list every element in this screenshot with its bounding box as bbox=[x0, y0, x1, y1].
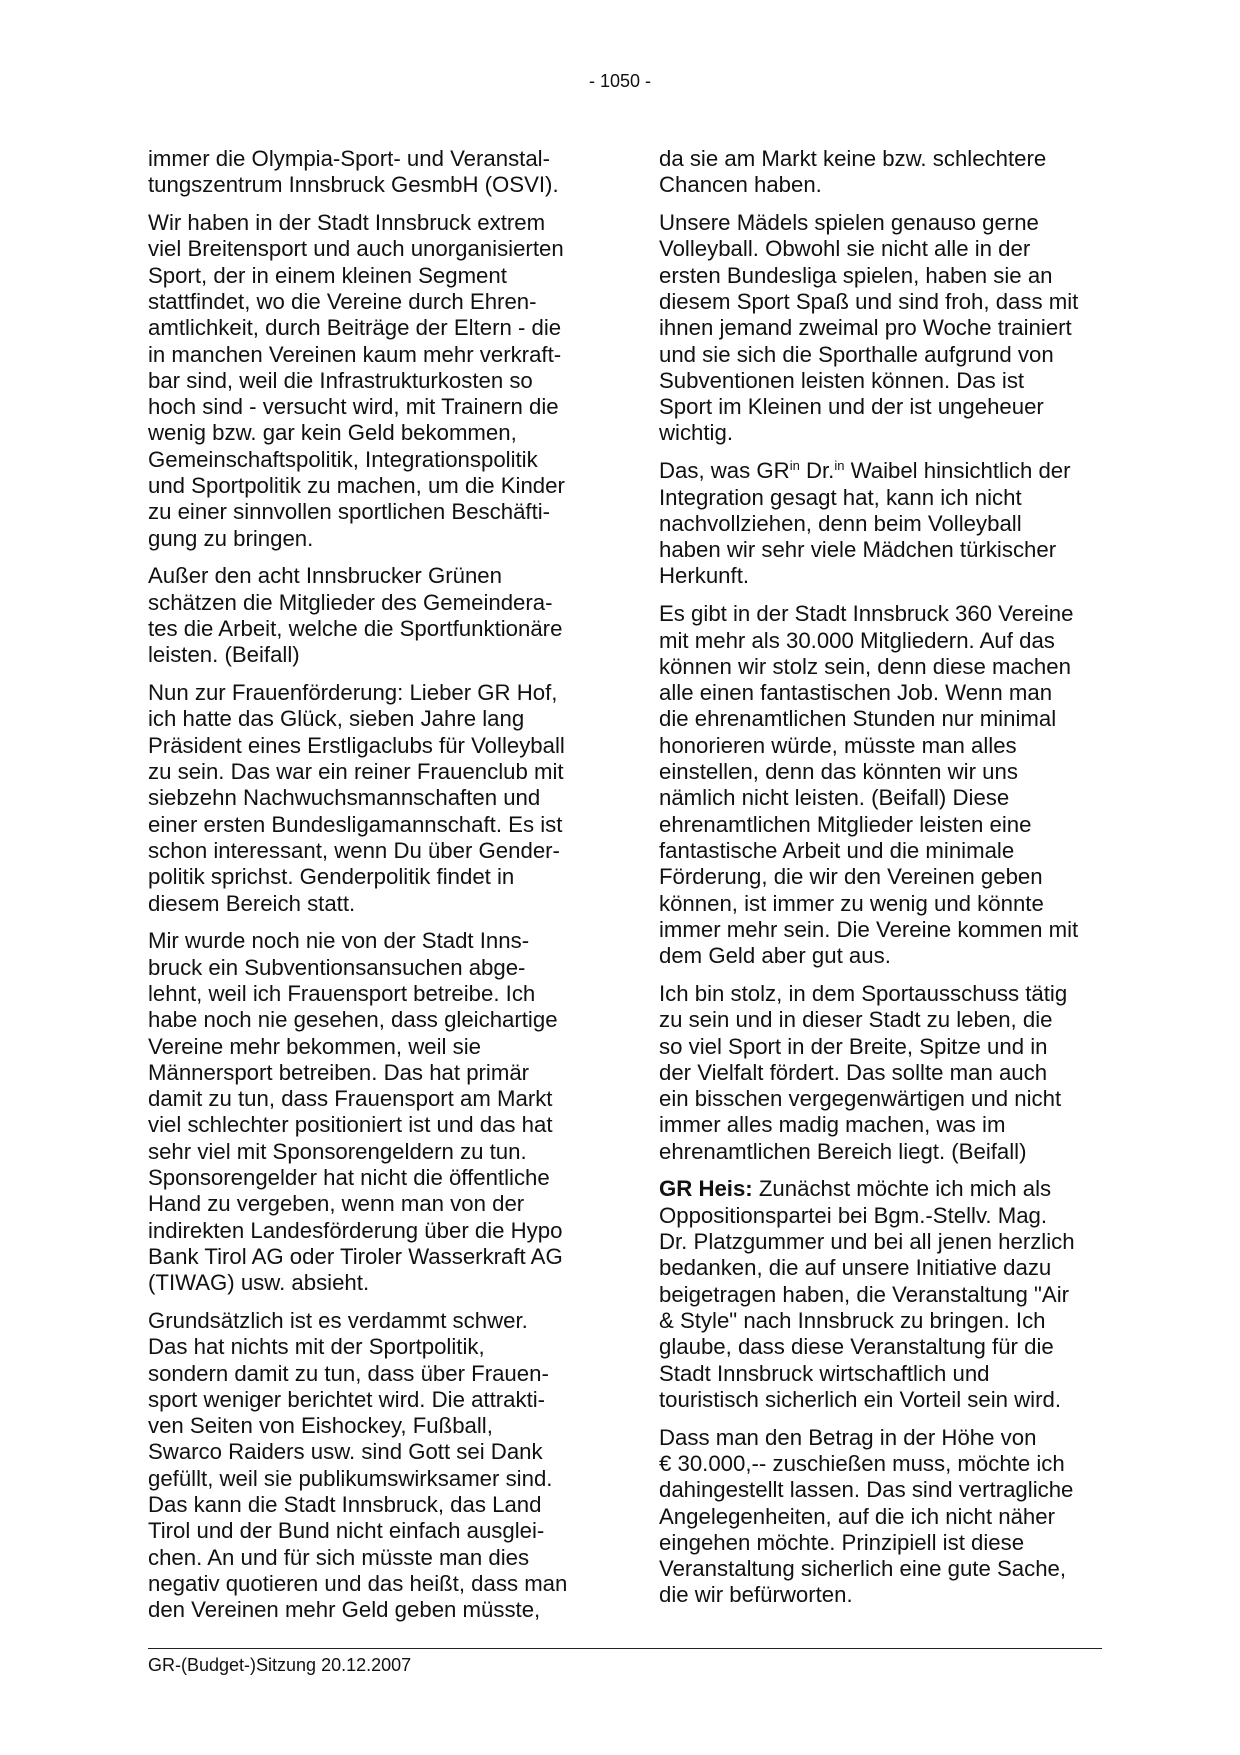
text-line bbox=[659, 458, 1099, 484]
text-line: gefüllt, weil sie publikumswirksamer sind. bbox=[148, 1465, 553, 1491]
speaker-name: GR Heis: bbox=[659, 1176, 753, 1202]
paragraph bbox=[148, 680, 593, 917]
text-line: Grundsätzlich ist es verdammt schwer. bbox=[148, 1307, 528, 1333]
text-line: nachvollziehen, denn beim Volleyball bbox=[659, 510, 1022, 536]
text-line: der Vielfalt fördert. Das sollte man auch bbox=[659, 1059, 1048, 1085]
text-run: Dr. bbox=[799, 458, 835, 484]
text-run: Zunächst möchte ich mich als bbox=[752, 1176, 1052, 1202]
text-line: bedanken, die auf unsere Initiative dazu bbox=[659, 1255, 1052, 1281]
paragraph bbox=[659, 458, 1099, 589]
text-line: tes die Arbeit, welche die Sportfunktionäre bbox=[148, 616, 563, 642]
text-line: immer die Olympia-Sport- und Veranstal- bbox=[148, 146, 550, 171]
text-line: Bank Tirol AG oder Tiroler Wasserkraft AG bbox=[148, 1243, 563, 1269]
footer-divider bbox=[148, 1648, 1102, 1649]
text-line: Chancen haben. bbox=[659, 172, 822, 198]
text-line: eingehen möchte. Prinzipiell ist diese bbox=[659, 1529, 1025, 1555]
text-line: da sie am Markt keine bzw. schlechtere bbox=[659, 146, 1047, 171]
text-line: Stadt Innsbruck wirtschaftlich und bbox=[659, 1360, 990, 1386]
text-line: Es gibt in der Stadt Innsbruck 360 Vereine bbox=[659, 601, 1074, 627]
text-line: die wir befürworten. bbox=[659, 1582, 853, 1608]
text-line: touristisch sicherlich ein Vorteil sein wird. bbox=[659, 1386, 1061, 1412]
text-line: können, ist immer zu wenig und könnte bbox=[659, 890, 1044, 916]
text-line: sehr viel mit Sponsorengeldern zu tun. bbox=[148, 1138, 527, 1164]
text-line: diesem Bereich statt. bbox=[148, 890, 356, 916]
text-line: zu sein und in dieser Stadt zu leben, die bbox=[659, 1007, 1053, 1033]
text-line: können wir stolz sein, denn diese machen bbox=[659, 653, 1071, 679]
text-line: Außer den acht Innsbrucker Grünen bbox=[148, 563, 502, 589]
text-line: dahingestellt lassen. Das sind vertragliche bbox=[659, 1477, 1074, 1503]
text-line: wichtig. bbox=[659, 420, 733, 446]
text-line: haben wir sehr viele Mädchen türkischer bbox=[659, 537, 1057, 563]
text-line: Sport im Kleinen und der ist ungeheuer bbox=[659, 394, 1044, 420]
text-line: sport weniger berichtet wird. Die attrakti- bbox=[148, 1386, 546, 1412]
text-line: Veranstaltung sicherlich eine gute Sache, bbox=[659, 1556, 1067, 1582]
text-line: Das kann die Stadt Innsbruck, das Land bbox=[148, 1492, 542, 1518]
text-line: negativ quotieren und das heißt, dass man bbox=[148, 1570, 568, 1596]
text-line: Gemeinschaftspolitik, Integrationspolitik bbox=[148, 446, 538, 472]
text-line: leisten. (Beifall) bbox=[148, 642, 300, 668]
text-line: dem Geld aber gut aus. bbox=[659, 943, 891, 969]
text-line: wenig bzw. gar kein Geld bekommen, bbox=[148, 420, 517, 446]
text-line: immer mehr sein. Die Vereine kommen mit bbox=[659, 916, 1079, 942]
text-line: mit mehr als 30.000 Mitgliedern. Auf das bbox=[659, 627, 1055, 653]
text-line: Das hat nichts mit der Sportpolitik, bbox=[148, 1334, 485, 1360]
text-line: einer ersten Bundesligamannschaft. Es ist bbox=[148, 811, 563, 837]
text-line: schätzen die Mitglieder des Gemeindera- bbox=[148, 589, 553, 615]
text-line: so viel Sport in der Breite, Spitze und in bbox=[659, 1033, 1048, 1059]
text-line: einstellen, denn das könnten wir uns bbox=[659, 759, 1018, 785]
text-line: Dr. Platzgummer und bei all jenen herzlich bbox=[659, 1229, 1075, 1255]
paragraph bbox=[659, 210, 1099, 447]
text-line bbox=[659, 1176, 1099, 1202]
paragraph bbox=[659, 146, 1099, 199]
text-line: fantastische Arbeit und die minimale bbox=[659, 837, 1015, 863]
paragraph bbox=[659, 981, 1099, 1165]
text-line: Mir wurde noch nie von der Stadt Inns- bbox=[148, 928, 530, 954]
page-number: - 1050 - bbox=[588, 71, 652, 91]
text-line: Dass man den Betrag in der Höhe von bbox=[659, 1424, 1037, 1450]
text-run: Waibel hinsichtlich der bbox=[844, 458, 1071, 484]
text-line: schon interessant, wenn Du über Gender- bbox=[148, 837, 560, 863]
text-line: ich hatte das Glück, sieben Jahre lang bbox=[148, 706, 525, 732]
text-line: lehnt, weil ich Frauensport betreibe. Ich bbox=[148, 980, 536, 1006]
text-line: Angelegenheiten, auf die ich nicht näher bbox=[659, 1503, 1055, 1529]
text-line: Förderung, die wir den Vereinen geben bbox=[659, 864, 1043, 890]
text-line: ehrenamtlichen Mitglieder leisten eine bbox=[659, 811, 1032, 837]
text-line: Nun zur Frauenförderung: Lieber GR Hof, bbox=[148, 680, 558, 706]
footer-session-label: GR-(Budget-)Sitzung 20.12.2007 bbox=[148, 1655, 412, 1675]
text-line: in manchen Vereinen kaum mehr verkraft- bbox=[148, 341, 562, 367]
text-line: € 30.000,-- zuschießen muss, möchte ich bbox=[659, 1450, 1065, 1476]
text-line: hoch sind - versucht wird, mit Trainern die bbox=[148, 394, 559, 420]
text-line: den Vereinen mehr Geld geben müsste, bbox=[148, 1597, 541, 1623]
text-line: Tirol und der Bund nicht einfach ausglei- bbox=[148, 1518, 545, 1544]
text-line: indirekten Landesförderung über die Hypo bbox=[148, 1217, 563, 1243]
paragraph bbox=[148, 1308, 593, 1624]
text-line: ven Seiten von Eishockey, Fußball, bbox=[148, 1413, 493, 1439]
text-line: ersten Bundesliga spielen, haben sie an bbox=[659, 262, 1053, 288]
text-line: Swarco Raiders usw. sind Gott sei Dank bbox=[148, 1439, 543, 1465]
text-line: viel Breitensport und auch unorganisierten bbox=[148, 236, 564, 262]
text-line: zu sein. Das war ein reiner Frauenclub mit bbox=[148, 759, 564, 785]
text-line: chen. An und für sich müsste man dies bbox=[148, 1544, 530, 1570]
text-line: Subventionen leisten können. Das ist bbox=[659, 367, 1025, 393]
paragraph bbox=[148, 210, 593, 552]
text-line: amtlichkeit, durch Beiträge der Eltern - die bbox=[148, 315, 562, 341]
text-run: Das, was GR bbox=[659, 458, 790, 484]
text-line: & Style" nach Innsbruck zu bringen. Ich bbox=[659, 1307, 1046, 1333]
text-line: viel schlechter positioniert ist und das hat bbox=[148, 1112, 553, 1138]
text-line: Herkunft. bbox=[659, 563, 750, 589]
text-line: politik sprichst. Genderpolitik findet in bbox=[148, 864, 515, 890]
text-line: alle einen fantastischen Job. Wenn man bbox=[659, 680, 1053, 706]
text-line: Sponsorengelder hat nicht die öffentliche bbox=[148, 1164, 550, 1190]
paragraph bbox=[148, 928, 593, 1296]
superscript: in bbox=[789, 458, 800, 474]
text-line: siebzehn Nachwuchsmannschaften und bbox=[148, 785, 541, 811]
left-column bbox=[148, 146, 593, 1635]
text-line: Präsident eines Erstligaclubs für Volleyball bbox=[148, 732, 565, 758]
paragraph bbox=[148, 146, 593, 199]
text-line: beigetragen haben, die Veranstaltung "Air bbox=[659, 1281, 1070, 1307]
text-line: und sie sich die Sporthalle aufgrund von bbox=[659, 341, 1054, 367]
text-line: diesem Sport Spaß und sind froh, dass mit bbox=[659, 288, 1079, 314]
text-line: honorieren würde, müsste man alles bbox=[659, 732, 1017, 758]
text-line: Volleyball. Obwohl sie nicht alle in der bbox=[659, 236, 1031, 262]
text-line: Unsere Mädels spielen genauso gerne bbox=[659, 210, 1039, 236]
paragraph bbox=[659, 1176, 1099, 1413]
right-column bbox=[659, 146, 1099, 1620]
text-line: bar sind, weil die Infrastrukturkosten so bbox=[148, 367, 533, 393]
text-line: stattfindet, wo die Vereine durch Ehren- bbox=[148, 288, 537, 314]
text-line: bruck ein Subventionsansuchen abge- bbox=[148, 954, 526, 980]
text-line: (TIWAG) usw. absieht. bbox=[148, 1270, 370, 1296]
text-line: immer alles madig machen, was im bbox=[659, 1112, 1006, 1138]
text-line: Integration gesagt hat, kann ich nicht bbox=[659, 484, 1022, 510]
text-line: Ich bin stolz, in dem Sportausschuss tätig bbox=[659, 980, 1068, 1006]
text-line: sondern damit zu tun, dass über Frauen- bbox=[148, 1360, 549, 1386]
paragraph bbox=[659, 1425, 1099, 1609]
paragraph bbox=[659, 601, 1099, 969]
text-line: ein bisschen vergegenwärtigen und nicht bbox=[659, 1086, 1062, 1112]
text-line: Hand zu vergeben, wenn man von der bbox=[148, 1191, 525, 1217]
text-line: nämlich nicht leisten. (Beifall) Diese bbox=[659, 785, 1010, 811]
text-line: Wir haben in der Stadt Innsbruck extrem bbox=[148, 210, 546, 236]
text-line: Oppositionspartei bei Bgm.-Stellv. Mag. bbox=[659, 1202, 1048, 1228]
text-line: habe noch nie gesehen, dass gleichartige bbox=[148, 1007, 558, 1033]
text-line: ehrenamtlichen Bereich liegt. (Beifall) bbox=[659, 1138, 1027, 1164]
text-line: Vereine mehr bekommen, weil sie bbox=[148, 1033, 481, 1059]
text-line: glaube, dass diese Veranstaltung für die bbox=[659, 1334, 1054, 1360]
text-line: Männersport betreiben. Das hat primär bbox=[148, 1059, 530, 1085]
paragraph bbox=[148, 563, 593, 668]
text-line: gung zu bringen. bbox=[148, 525, 314, 551]
superscript: in bbox=[834, 458, 845, 474]
text-line: die ehrenamtlichen Stunden nur minimal bbox=[659, 706, 1057, 732]
text-line: zu einer sinnvollen sportlichen Beschäfti- bbox=[148, 499, 551, 525]
text-line: Sport, der in einem kleinen Segment bbox=[148, 262, 507, 288]
text-line: tungszentrum Innsbruck GesmbH (OSVI). bbox=[148, 172, 559, 198]
text-line: und Sportpolitik zu machen, um die Kinder bbox=[148, 473, 565, 499]
text-line: damit zu tun, dass Frauensport am Markt bbox=[148, 1086, 553, 1112]
text-line: ihnen jemand zweimal pro Woche trainiert bbox=[659, 315, 1072, 341]
